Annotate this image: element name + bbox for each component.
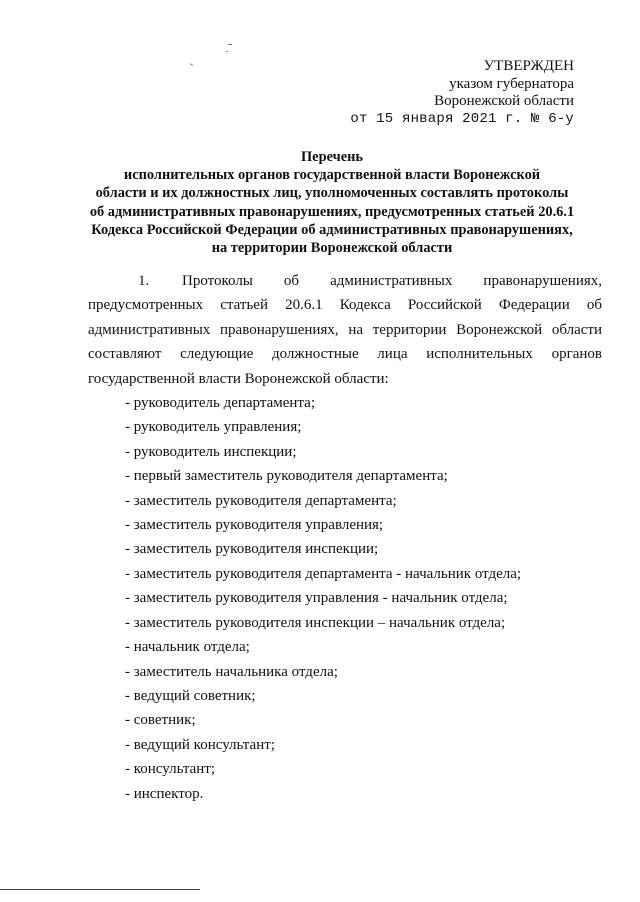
list-item: - заместитель начальника отдела; [125, 663, 338, 680]
scan-artifact [190, 63, 193, 66]
list-item: - заместитель руководителя инспекции – начальник отдела; [125, 614, 506, 631]
approval-block [350, 58, 574, 128]
document-title [60, 148, 604, 257]
title-line: об административных правонарушениях, предусмотренных статьей 20.6.1 [89, 203, 575, 220]
document-body [88, 269, 602, 806]
list-item: - консультант; [125, 761, 215, 778]
list-item: - заместитель руководителя инспекции; [125, 541, 379, 558]
list-item: - заместитель руководителя управления; [125, 517, 384, 534]
list-item: - руководитель управления; [125, 419, 302, 436]
officials-list [88, 391, 602, 806]
list-item: - заместитель руководителя департамента - начальник отдела; [125, 565, 522, 582]
list-item: - первый заместитель руководителя департамента; [125, 468, 448, 485]
list-item: - ведущий консультант; [125, 736, 275, 753]
title-line: на территории Воронежской области [211, 240, 453, 257]
list-item: - руководитель департамента; [125, 395, 315, 412]
approval-authority: указом губернатора [449, 75, 574, 92]
footer-rule [0, 889, 200, 890]
list-item: - руководитель инспекции; [125, 443, 297, 460]
list-item: - советник; [125, 712, 196, 729]
scan-artifact [226, 51, 228, 52]
list-item: - ведущий советник; [125, 687, 256, 704]
paragraph-1 [88, 269, 602, 391]
list-item: - начальник отдела; [125, 639, 250, 656]
approval-date-number: от 15 января 2021 г. № 6-у [350, 110, 574, 127]
paragraph-number: 1. [138, 273, 150, 289]
approval-heading: УТВЕРЖДЕН [483, 58, 574, 74]
approval-region: Воронежской области [434, 93, 574, 109]
title-line: исполнительных органов государственной власти Воронежской [123, 167, 541, 184]
list-item: - инспектор. [125, 785, 204, 802]
title-line: Кодекса Российской Федерации об административных правонарушениях, [91, 221, 573, 238]
title-line: Перечень [300, 149, 364, 165]
title-line: области и их должностных лиц, уполномоченных составлять протоколы [95, 185, 569, 202]
list-item: - заместитель руководителя департамента; [125, 492, 397, 509]
scan-artifact [228, 44, 232, 45]
list-item: - заместитель руководителя управления - начальник отдела; [125, 590, 508, 607]
paragraph-text: Протоколы об административных правонарушениях, предусмотренных статьей 20.6.1 Кодекса Российской Федерации об административных правонарушениях, на территории Воронежской области составляют следующие должностные лица исполнительных органов государственной власти Воронежской области: [88, 273, 602, 387]
